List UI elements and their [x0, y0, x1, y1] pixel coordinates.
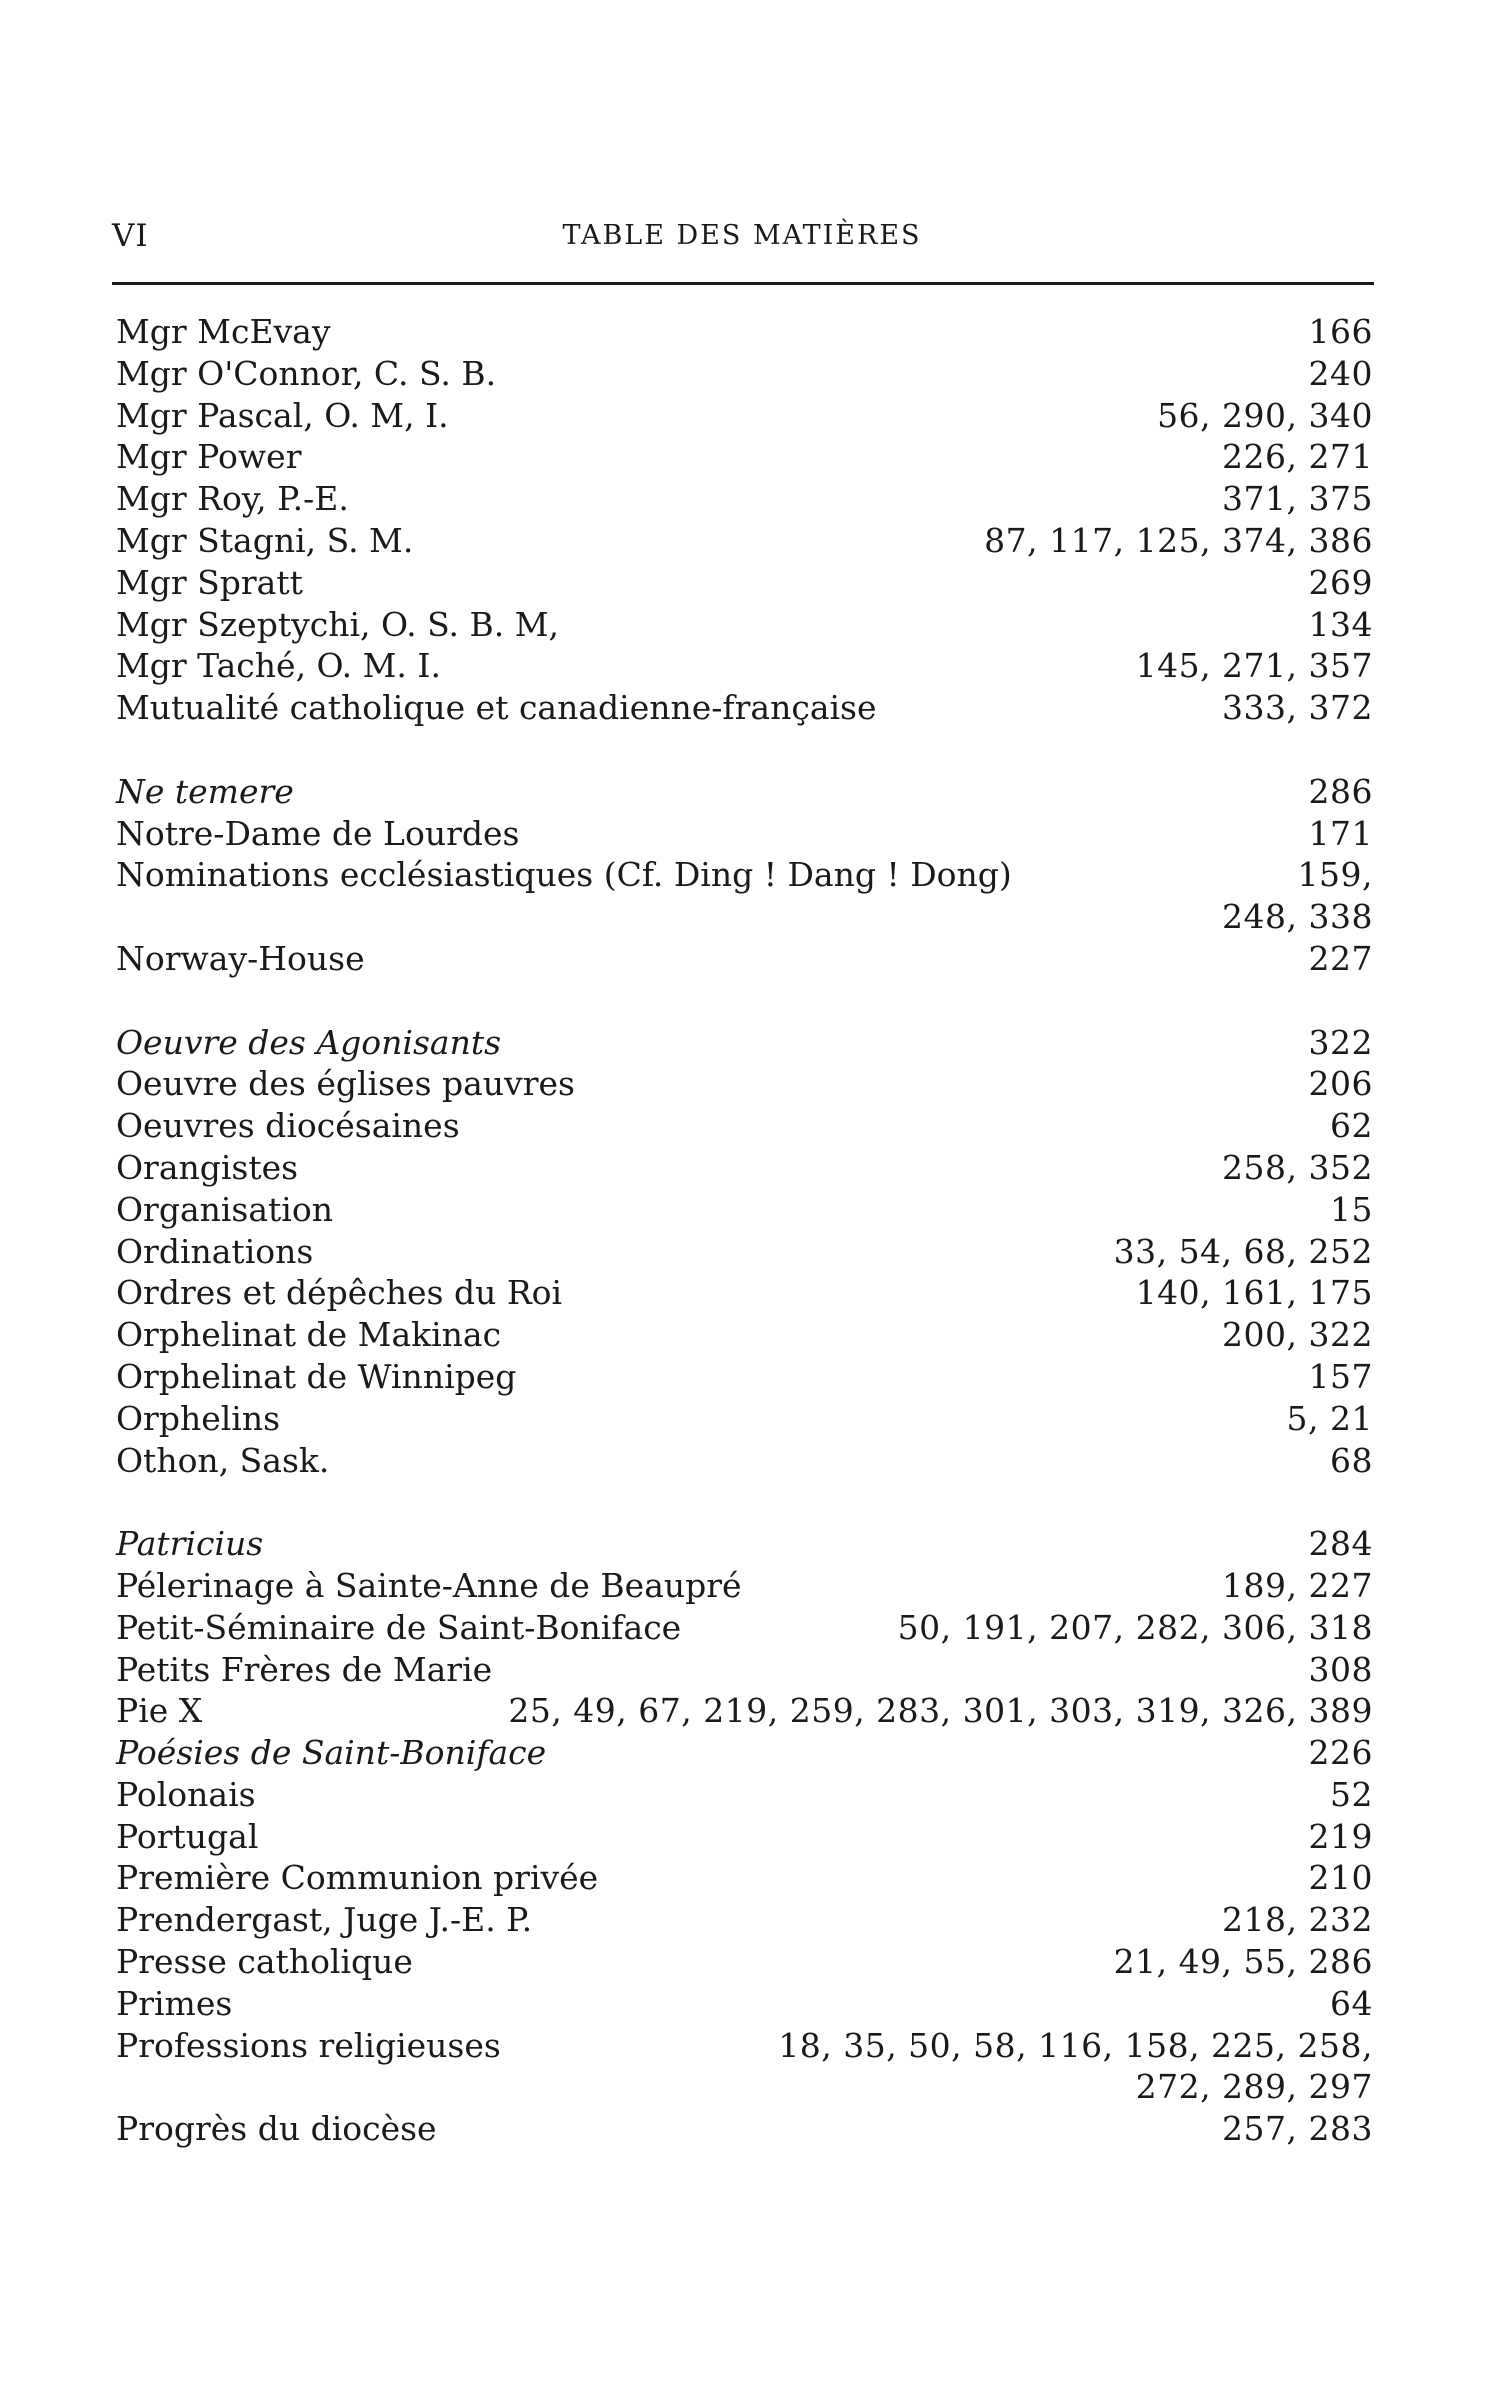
section-gap	[116, 980, 1373, 1022]
index-pages: 68	[1330, 1440, 1373, 1480]
index-term: Portugal	[116, 1816, 259, 1856]
index-entry	[116, 478, 1373, 520]
index-entry	[116, 1398, 1373, 1440]
index-pages: 333, 372	[1222, 688, 1373, 728]
index-pages: 219	[1308, 1816, 1373, 1856]
index-term: Ordres et dépêches du Roi	[116, 1273, 563, 1313]
index-pages-continued: 248, 338	[1222, 897, 1373, 937]
index-term: Mgr Szeptychi, O. S. B. M,	[116, 604, 560, 644]
index-pages: 62	[1330, 1106, 1373, 1146]
index-entry	[116, 1272, 1373, 1314]
index-entry	[116, 2025, 1373, 2109]
index-entry	[116, 938, 1373, 980]
index-pages: 210	[1308, 1858, 1373, 1898]
index-entry	[116, 395, 1373, 437]
section-gap	[116, 1481, 1373, 1523]
index-term: Mgr Pascal, O. M, I.	[116, 395, 449, 435]
index-pages: 269	[1308, 562, 1373, 602]
index-term: Orphelins	[116, 1398, 281, 1438]
index-entry	[116, 1565, 1373, 1607]
index-entry	[116, 1356, 1373, 1398]
index-pages-group	[1222, 854, 1373, 938]
index-term: Pie X	[116, 1691, 203, 1731]
index-entry	[116, 1607, 1373, 1649]
index-entry	[116, 687, 1373, 729]
index-term: Mutualité catholique et canadienne-française	[116, 688, 877, 728]
index-term: Mgr Stagni, S. M.	[116, 520, 414, 560]
index-term: Progrès du diocèse	[116, 2109, 437, 2149]
index-pages: 226	[1308, 1733, 1373, 1773]
index-list	[116, 311, 1373, 2150]
index-term: Mgr Power	[116, 437, 302, 477]
index-entry	[116, 1941, 1373, 1983]
index-term: Orphelinat de Makinac	[116, 1315, 502, 1355]
index-entry	[116, 436, 1373, 478]
index-entry	[116, 562, 1373, 604]
index-pages: 15	[1330, 1189, 1373, 1229]
index-term: Petits Frères de Marie	[116, 1649, 493, 1689]
index-pages: 5, 21	[1286, 1398, 1373, 1438]
index-term: Othon, Sask.	[116, 1440, 330, 1480]
index-pages: 64	[1330, 1983, 1373, 2023]
index-entry	[116, 1523, 1373, 1565]
index-entry	[116, 1732, 1373, 1774]
index-pages: 322	[1308, 1022, 1373, 1062]
index-term: Oeuvre des Agonisants	[116, 1022, 502, 1062]
index-term: Ne temere	[116, 771, 294, 811]
index-pages: 284	[1308, 1524, 1373, 1564]
index-term: Mgr Taché, O. M. I.	[116, 646, 441, 686]
index-entry	[116, 854, 1373, 938]
index-pages: 145, 271, 357	[1135, 646, 1373, 686]
index-term: Oeuvre des églises pauvres	[116, 1064, 575, 1104]
index-pages-continued: 272, 289, 297	[1135, 2067, 1373, 2107]
index-pages: 200, 322	[1222, 1315, 1373, 1355]
index-pages: 87, 117, 125, 374, 386	[984, 520, 1373, 560]
index-pages: 56, 290, 340	[1157, 395, 1373, 435]
index-entry	[116, 1983, 1373, 2025]
index-entry	[116, 813, 1373, 855]
index-term: Mgr Roy, P.-E.	[116, 479, 349, 519]
index-entry	[116, 1690, 1373, 1732]
running-title: TABLE DES MATIÈRES	[562, 220, 922, 251]
index-pages: 157	[1308, 1356, 1373, 1396]
index-entry	[116, 1314, 1373, 1356]
page-header	[112, 218, 1372, 258]
index-entry	[116, 1649, 1373, 1691]
index-pages: 189, 227	[1222, 1565, 1373, 1605]
index-term: Orangistes	[116, 1147, 299, 1187]
index-term: Organisation	[116, 1189, 333, 1229]
index-term: Patricius	[116, 1524, 264, 1564]
index-term: Prendergast, Juge J.-E. P.	[116, 1900, 533, 1940]
index-pages: 226, 271	[1222, 437, 1373, 477]
index-term: Orphelinat de Winnipeg	[116, 1356, 517, 1396]
index-term: Petit-Séminaire de Saint-Boniface	[116, 1607, 682, 1647]
index-entry	[116, 1105, 1373, 1147]
index-term: Première Communion privée	[116, 1858, 599, 1898]
index-pages: 140, 161, 175	[1135, 1273, 1373, 1313]
index-pages: 134	[1308, 604, 1373, 644]
index-pages: 371, 375	[1222, 479, 1373, 519]
index-entry	[116, 645, 1373, 687]
index-pages: 240	[1308, 353, 1373, 393]
index-pages: 50, 191, 207, 282, 306, 318	[897, 1607, 1373, 1647]
index-term: Mgr McEvay	[116, 312, 331, 351]
index-pages: 166	[1308, 312, 1373, 351]
index-pages-group	[778, 2025, 1373, 2109]
index-entry	[116, 353, 1373, 395]
index-term: Notre-Dame de Lourdes	[116, 813, 520, 853]
index-term: Primes	[116, 1983, 233, 2023]
index-pages: 227	[1308, 938, 1373, 978]
index-pages: 52	[1330, 1774, 1373, 1814]
index-entry	[116, 520, 1373, 562]
index-pages: 33, 54, 68, 252	[1113, 1231, 1373, 1271]
index-pages: 159,	[1297, 855, 1373, 895]
index-term: Mgr O'Connor, C. S. B.	[116, 353, 497, 393]
index-entry	[116, 1147, 1373, 1189]
index-pages: 218, 232	[1222, 1900, 1373, 1940]
index-entry	[116, 2108, 1373, 2150]
index-entry	[116, 1063, 1373, 1105]
index-term: Polonais	[116, 1774, 256, 1814]
index-term: Oeuvres diocésaines	[116, 1106, 460, 1146]
index-pages: 286	[1308, 771, 1373, 811]
index-term: Presse catholique	[116, 1942, 413, 1982]
index-pages: 308	[1308, 1649, 1373, 1689]
index-entry	[116, 1857, 1373, 1899]
index-pages: 21, 49, 55, 286	[1113, 1942, 1373, 1982]
index-entry	[116, 1816, 1373, 1858]
index-entry	[116, 1774, 1373, 1816]
index-term: Professions religieuses	[116, 2025, 501, 2065]
index-term: Norway-House	[116, 938, 365, 978]
index-pages: 257, 283	[1222, 2109, 1373, 2149]
index-term: Pélerinage à Sainte-Anne de Beaupré	[116, 1565, 742, 1605]
index-entry	[116, 604, 1373, 646]
header-rule	[112, 282, 1374, 285]
index-term: Ordinations	[116, 1231, 314, 1271]
index-pages: 258, 352	[1222, 1147, 1373, 1187]
page-number: VI	[112, 218, 149, 254]
index-entry	[116, 311, 1373, 353]
index-pages: 171	[1308, 813, 1373, 853]
index-entry	[116, 1440, 1373, 1482]
index-pages: 206	[1308, 1064, 1373, 1104]
index-entry	[116, 1231, 1373, 1273]
section-gap	[116, 729, 1373, 771]
index-entry	[116, 1899, 1373, 1941]
index-term: Poésies de Saint-Boniface	[116, 1733, 547, 1773]
index-pages: 18, 35, 50, 58, 116, 158, 225, 258,	[778, 2025, 1373, 2065]
index-entry	[116, 1189, 1373, 1231]
index-entry	[116, 1022, 1373, 1064]
index-term: Nominations ecclésiastiques (Cf. Ding ! Dang ! Dong)	[116, 855, 1012, 895]
index-term: Mgr Spratt	[116, 562, 303, 602]
index-entry	[116, 771, 1373, 813]
index-pages: 25, 49, 67, 219, 259, 283, 301, 303, 319, 326, 389	[508, 1691, 1373, 1731]
